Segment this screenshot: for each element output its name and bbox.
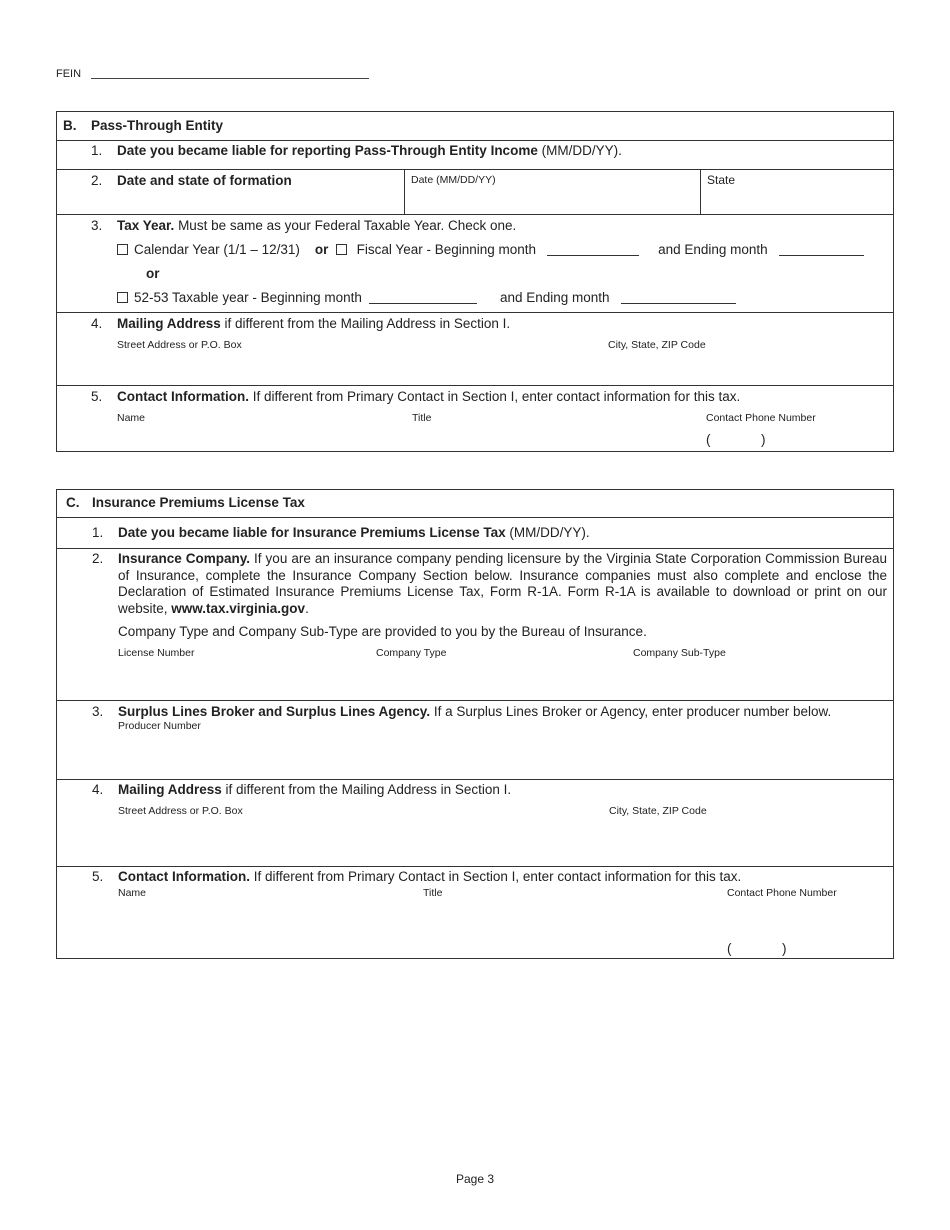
5253-beginning-month-field[interactable] [369, 291, 477, 304]
b2-date-field[interactable] [405, 186, 700, 213]
b1-number: 1. [91, 143, 103, 158]
c2-text: Insurance Company. If you are an insurance company pending licensure by the Virginia State Corporation Commission Bureau of Insurance, complete the Insurance Company Section below. Insurance companies must also complete and enclose the Declaration of Estimated Insurance Premiums License Tax, Form R-1A. Form R-1A is available to download or print on our website, www.tax.virginia.gov. [118, 551, 887, 616]
fiscal-year-checkbox[interactable] [336, 244, 347, 255]
c5-phone-field[interactable] [727, 900, 887, 955]
c5-phone-label: Contact Phone Number [727, 887, 837, 899]
c2-license-field[interactable] [118, 660, 358, 696]
b3-or: or [146, 266, 160, 281]
b2-number: 2. [91, 173, 103, 188]
c4-street-field[interactable] [118, 818, 598, 862]
b3-row-calendar: Calendar Year (1/1 – 12/31) or Fiscal Year - Beginning month and Ending month [117, 242, 864, 258]
c4-street-label: Street Address or P.O. Box [118, 805, 243, 817]
c4-city-field[interactable] [609, 818, 889, 862]
c3-number: 3. [92, 704, 104, 719]
fiscal-ending-month-field[interactable] [779, 243, 864, 256]
c3-producer-label: Producer Number [118, 720, 201, 732]
b5-phone-label: Contact Phone Number [706, 412, 816, 424]
b2-text: Date and state of formation [117, 173, 292, 188]
b4-number: 4. [91, 316, 103, 331]
fein-field[interactable] [91, 78, 369, 79]
section-b [56, 111, 894, 452]
c1-text: Date you became liable for Insurance Premiums License Tax (MM/DD/YY). [118, 525, 590, 540]
c3-text: Surplus Lines Broker and Surplus Lines Agency. If a Surplus Lines Broker or Agency, enter producer number below. [118, 704, 832, 719]
c2-subtype-label: Company Sub-Type [633, 647, 726, 659]
b3-text: Tax Year. Must be same as your Federal Taxable Year. Check one. [117, 218, 517, 233]
c2-subtype-field[interactable] [633, 660, 888, 696]
b5-title-field[interactable] [412, 424, 692, 449]
b5-title-label: Title [412, 412, 432, 424]
c4-text: Mailing Address if different from the Mailing Address in Section I. [118, 782, 512, 797]
c2-type-label: Company Type [376, 647, 447, 659]
page-number: Page 3 [455, 1172, 495, 1186]
b5-phone-field[interactable] [706, 426, 888, 450]
section-b-title: Pass-Through Entity [91, 118, 224, 133]
b5-paren-close: ) [761, 432, 766, 447]
fiscal-beginning-month-field[interactable] [547, 243, 639, 256]
section-c-title: Insurance Premiums License Tax [92, 495, 305, 510]
c4-number: 4. [92, 782, 104, 797]
b5-paren-open: ( [706, 432, 711, 447]
c5-paren-close: ) [782, 941, 787, 956]
fein-label: FEIN [56, 68, 82, 80]
c2-note: Company Type and Company Sub-Type are provided to you by the Bureau of Insurance. [118, 624, 647, 639]
c4-city-label: City, State, ZIP Code [609, 805, 707, 817]
b1-text: Date you became liable for reporting Pass-Through Entity Income (MM/DD/YY). [117, 143, 622, 158]
c2-number: 2. [92, 551, 104, 566]
section-b-letter: B. [63, 118, 77, 133]
b4-street-field[interactable] [117, 352, 597, 382]
b5-text: Contact Information. If different from Primary Contact in Section I, enter contact information for this tax. [117, 389, 741, 404]
section-c-letter: C. [66, 495, 80, 510]
c1-number: 1. [92, 525, 104, 540]
b5-name-field[interactable] [117, 424, 397, 449]
c5-name-field[interactable] [118, 900, 408, 952]
b5-number: 5. [91, 389, 103, 404]
c5-number: 5. [92, 869, 104, 884]
b3-row-5253: 52-53 Taxable year - Beginning month and Ending month [117, 290, 736, 306]
b5-name-label: Name [117, 412, 146, 424]
b2-state-field[interactable] [701, 186, 893, 213]
b4-city-field[interactable] [608, 352, 888, 382]
b4-city-label: City, State, ZIP Code [608, 339, 706, 351]
year-5253-checkbox[interactable] [117, 292, 128, 303]
c2-type-field[interactable] [376, 660, 616, 696]
c5-name-label: Name [118, 887, 147, 899]
calendar-year-checkbox[interactable] [117, 244, 128, 255]
c5-text: Contact Information. If different from Primary Contact in Section I, enter contact information for this tax. [118, 869, 742, 884]
5253-ending-month-field[interactable] [621, 291, 736, 304]
c5-title-label: Title [423, 887, 443, 899]
c5-paren-open: ( [727, 941, 732, 956]
section-c [56, 489, 894, 959]
c5-title-field[interactable] [423, 900, 713, 952]
b3-number: 3. [91, 218, 103, 233]
b2-state-label: State [707, 173, 736, 187]
b4-text: Mailing Address if different from the Mailing Address in Section I. [117, 316, 511, 331]
b4-street-label: Street Address or P.O. Box [117, 339, 242, 351]
b2-date-label: Date (MM/DD/YY) [411, 174, 496, 186]
c3-producer-field[interactable] [118, 733, 518, 773]
c2-license-label: License Number [118, 647, 195, 659]
